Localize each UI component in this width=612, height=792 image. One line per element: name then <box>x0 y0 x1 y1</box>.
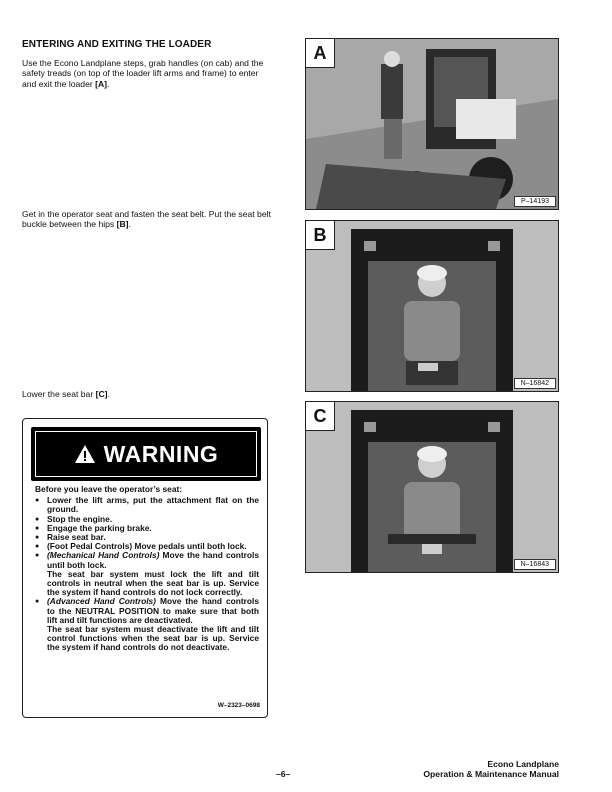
paragraph-text: Use the Econo Landplane steps, grab handles (on cab) and the safety treads (on top of the loader lift arms and frame) to enter and exit the loader <box>22 58 264 89</box>
figure-c-photo <box>305 401 559 573</box>
figure-reference: [A] <box>95 78 108 89</box>
paragraph-end: . <box>107 389 110 399</box>
loader-entry-illustration <box>306 39 558 209</box>
warning-title: WARNING <box>103 440 219 467</box>
figure-reference: [C] <box>95 389 108 399</box>
paragraph-text: Get in the operator seat and fasten the seat belt. Put the seat belt buckle between the hips <box>22 209 271 230</box>
warning-item-mechanical <box>35 551 259 597</box>
warning-item: ● Raise seat bar. <box>35 533 259 542</box>
warning-item: ● Lower the lift arms, put the attachment flat on the ground. <box>35 496 259 514</box>
figure-code: N–16842 <box>514 378 556 389</box>
warning-box <box>22 418 268 718</box>
figure-code: N–16843 <box>514 559 556 570</box>
warning-text: Move the hand controls until both lock. <box>47 550 259 570</box>
warning-item: ● (Foot Pedal Controls) Move pedals until both lock. <box>35 542 259 551</box>
operator-seat-belt-illustration <box>306 221 558 391</box>
warning-text: Move the hand controls to the <box>47 596 260 616</box>
control-type-label: (Advanced Hand Controls) <box>47 596 156 607</box>
warning-triangle-icon <box>74 444 96 464</box>
warning-header <box>31 427 261 481</box>
neutral-position-text: NEUTRAL POSITION <box>75 605 160 616</box>
control-type-label: (Mechanical Hand Controls) <box>47 550 160 561</box>
figure-letter: C <box>306 402 335 431</box>
warning-item: ● Stop the engine. <box>35 515 259 524</box>
manual-title-line: Operation & Maintenance Manual <box>423 769 559 779</box>
warning-intro: Before you leave the operator’s seat: <box>35 484 183 494</box>
operator-seat-bar-illustration <box>306 402 558 572</box>
warning-body <box>35 485 259 653</box>
warning-list <box>35 496 259 652</box>
paragraph-end: . <box>128 219 131 230</box>
warning-note: The seat bar system must lock the lift and tilt controls in neutral when the seat bar is up. Service the system if hand controls do not lock correctly. <box>47 568 259 598</box>
figure-letter: A <box>306 39 335 68</box>
figure-reference: [B] <box>116 219 129 230</box>
paragraph-seat-bar <box>22 389 272 399</box>
manual-title-line: Econo Landplane <box>487 759 559 769</box>
figure-code: P–14193 <box>514 196 556 207</box>
manual-title <box>423 759 559 779</box>
figure-b-photo <box>305 220 559 392</box>
warning-code: W–2323–0698 <box>217 702 260 709</box>
warning-item-advanced <box>35 597 259 652</box>
section-heading: ENTERING AND EXITING THE LOADER <box>22 39 212 50</box>
page-number: –6– <box>276 769 291 779</box>
paragraph-text: Lower the seat bar <box>22 389 96 399</box>
paragraph-end: . <box>107 78 110 89</box>
figure-letter: B <box>306 221 335 250</box>
paragraph-enter-exit <box>22 58 272 89</box>
figure-a-photo <box>305 38 559 210</box>
warning-note: The seat bar system must deactivate the lift and tilt control functions when the seat bar is up. Service the system if hand controls do not deactivate. <box>47 624 259 653</box>
warning-item: ● Engage the parking brake. <box>35 524 259 533</box>
warning-text: to make sure that both lift and tilt functions are deactivated. <box>47 605 259 625</box>
paragraph-seat-belt <box>22 209 272 230</box>
